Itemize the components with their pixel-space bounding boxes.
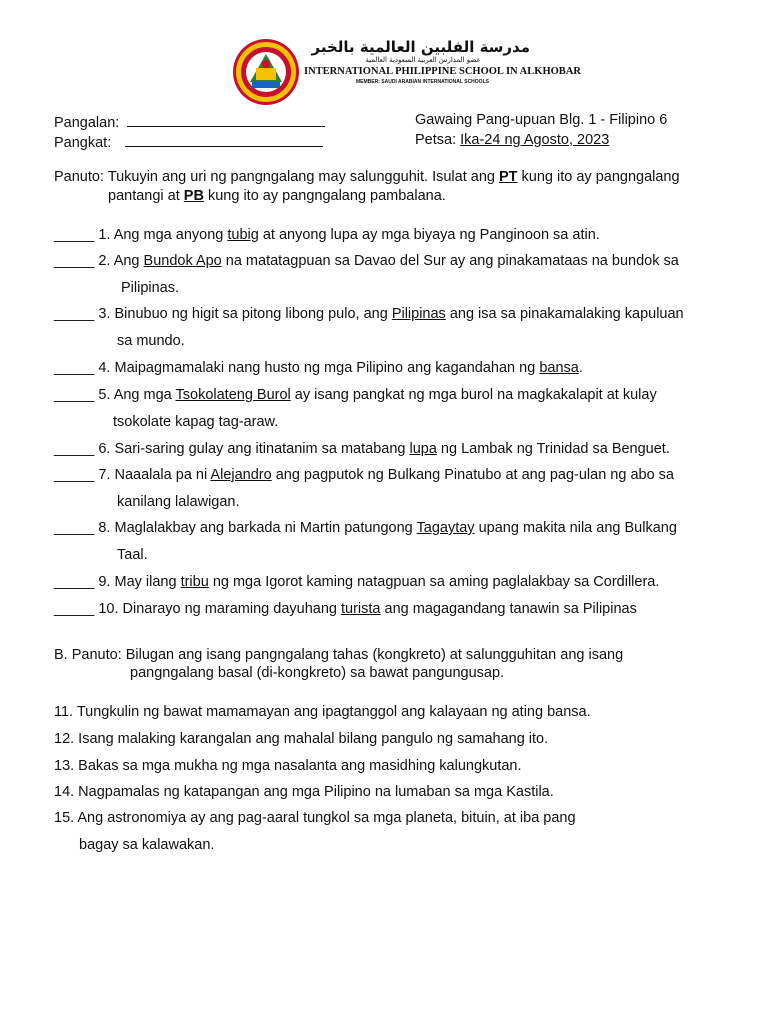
question-number: 9. [94,574,115,590]
question-text: Maipagmamalaki nang husto ng mga Pilipino ang kagandahan ng [114,360,540,376]
question-text-continued: Pilipinas. [121,280,180,296]
question-text: Ang [113,253,144,269]
pt-code: PT [498,169,518,185]
underlined-noun: lupa [409,441,437,457]
question-text: ng mga Igorot kaming natagpuan sa aming paglalakbay sa Cordillera. [208,574,660,590]
question-number: 4. [94,360,115,376]
question-text: Ang mga [113,387,176,403]
sentence-item[interactable]: 11. Tungkulin ng bawat mamamayan ang ipagtanggol ang kalayaan ng ating bansa. [54,704,591,720]
question-text-continued: Taal. [117,547,148,563]
sentence-item[interactable]: 15. Ang astronomiya ay ang pag-aaral tungkol sa mga planeta, bituin, at iba pang [54,810,576,826]
name-blank[interactable] [127,112,325,127]
part-a-instructions-line1 [54,169,680,185]
question-text: Naaalala pa ni [114,467,211,483]
sentence-item[interactable]: 13. Bakas sa mga mukha ng mga nasalanta ang masidhing kalungkutan. [54,758,522,774]
school-subtitle-arabic: عضو المدارس العربية السعودية العالمية [365,56,481,64]
question-text: Maglalakbay ang barkada ni Martin patungong [114,520,417,536]
date-value: Ika-24 ng Agosto, 2023 [460,132,610,148]
underlined-noun: Pilipinas [391,306,446,322]
question-number: 5. [94,387,114,403]
date-field [415,132,609,148]
question-number: 7. [94,467,115,483]
answer-blank[interactable]: _____ [54,467,95,483]
pb-code: PB [183,188,204,204]
question-number: 6. [94,441,115,457]
answer-blank[interactable]: _____ [54,520,95,536]
question-number: 1. [94,227,114,243]
part-b-instructions-line2: pangngalang basal (di-kongkreto) sa bawat pangungusap. [130,665,505,681]
question-text: Ang mga anyong [113,227,228,243]
question-item [54,387,657,403]
question-text: Binubuo ng higit sa pitong libong pulo, ang [114,306,392,322]
question-text: Dinarayo ng maraming dayuhang [122,601,341,617]
instr-text: kung ito ay pangngalang [517,169,680,185]
answer-blank[interactable]: _____ [54,227,95,243]
underlined-noun: tubig [227,227,259,243]
underlined-noun: Tagaytay [416,520,475,536]
instr-text: Panuto: Tukuyin ang uri ng pangngalang may salungguhit. Isulat ang [54,169,499,185]
question-text: ng Lambak ng Trinidad sa Benguet. [436,441,670,457]
underlined-noun: Alejandro [210,467,272,483]
answer-blank[interactable]: _____ [54,387,95,403]
question-text: ang magagandang tanawin sa Pilipinas [380,601,637,617]
name-field [54,112,325,131]
question-text-continued: sa mundo. [117,333,185,349]
group-field [54,132,323,151]
group-blank[interactable] [125,132,323,147]
question-number: 8. [94,520,115,536]
school-name-arabic: مدرسة الفلبين العالمية بالخبر [311,38,530,56]
question-item [54,574,659,590]
answer-blank[interactable]: _____ [54,601,95,617]
part-b-instructions-line1: B. Panuto: Bilugan ang isang pangngalang tahas (kongkreto) at salungguhitan ang isang [54,647,624,663]
group-label: Pangkat: [54,135,112,151]
question-text: ay isang pangkat ng mga burol na magkakalapit at kulay [290,387,657,403]
answer-blank[interactable]: _____ [54,306,95,322]
sentence-item[interactable]: 12. Isang malaking karangalan ang mahalal bilang pangulo ng samahang ito. [54,731,549,747]
question-text: na matatagpuan sa Davao del Sur ay ang pinakamataas na bundok sa [221,253,679,269]
underlined-noun: Tsokolateng Burol [175,387,291,403]
question-item [54,253,679,269]
school-name: INTERNATIONAL PHILIPPINE SCHOOL IN ALKHOBAR [304,66,581,77]
question-text-continued: tsokolate kapag tag-araw. [113,414,279,430]
question-item [54,360,583,376]
question-item [54,601,637,617]
question-text: upang makita nila ang Bulkang [474,520,677,536]
sentence-item[interactable]: 14. Nagpamalas ng katapangan ang mga Pilipino na lumaban sa mga Kastila. [54,784,554,800]
question-text: May ilang [114,574,181,590]
question-text: . [578,360,583,376]
date-label: Petsa: [415,132,457,148]
part-a-instructions-line2 [108,188,446,204]
answer-blank[interactable]: _____ [54,441,95,457]
question-text: Sari-saring gulay ang itinatanim sa matabang [114,441,410,457]
activity-title: Gawaing Pang-upuan Blg. 1 - Filipino 6 [415,112,668,128]
question-item [54,520,677,536]
name-label: Pangalan: [54,115,120,131]
question-item [54,467,674,483]
question-text: ang pagputok ng Bulkang Pinatubo at ang pag-ulan ng abo sa [271,467,674,483]
answer-blank[interactable]: _____ [54,360,95,376]
question-number: 2. [94,253,114,269]
question-item [54,306,684,322]
question-item [54,441,670,457]
question-number: 10. [94,601,123,617]
sentence-text-continued: bagay sa kalawakan. [79,837,215,853]
underlined-noun: bansa [539,360,579,376]
question-text-continued: kanilang lalawigan. [117,494,240,510]
school-seal-logo [232,38,300,106]
underlined-noun: turista [340,601,381,617]
answer-blank[interactable]: _____ [54,253,95,269]
school-member-line: MEMBER: SAUDI ARABIAN INTERNATIONAL SCHOOLS [356,79,489,85]
question-item [54,227,600,243]
question-number: 3. [94,306,115,322]
question-text: ang isa sa pinakamalaking kapuluan [445,306,684,322]
underlined-noun: tribu [180,574,209,590]
answer-blank[interactable]: _____ [54,574,95,590]
question-text: at anyong lupa ay mga biyaya ng Panginoon sa atin. [258,227,600,243]
underlined-noun: Bundok Apo [143,253,222,269]
instr-text: pantangi at [108,188,184,204]
instr-text: kung ito ay pangngalang pambalana. [203,188,446,204]
